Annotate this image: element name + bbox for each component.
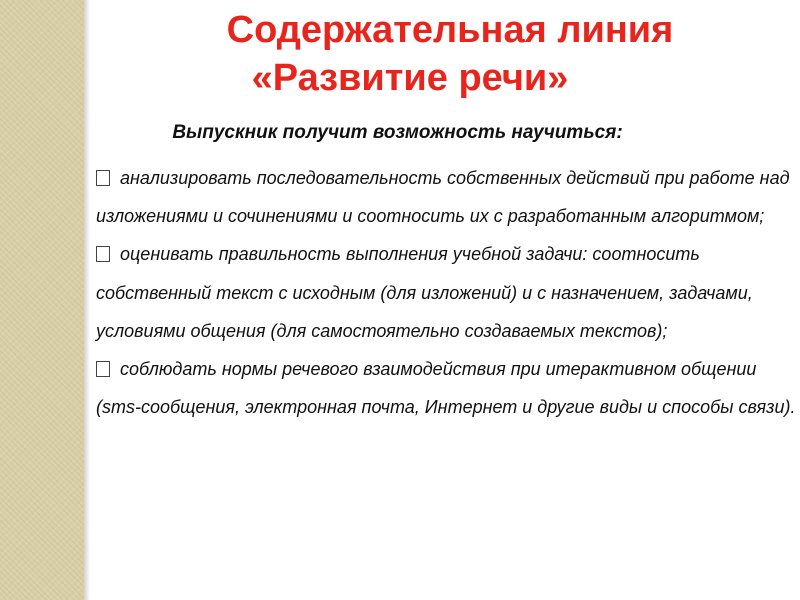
decorative-side-band (0, 0, 84, 600)
list-item (84, 235, 796, 350)
list-item-text: соблюдать нормы речевого взаимодействия при итерактивном общении (sms-сообщения, электронная почта, Интернет и другие виды и способы связи). (96, 359, 796, 418)
slide-subtitle: Выпускник получит возможность научиться: (172, 122, 623, 143)
list-item (84, 159, 796, 235)
bullet-list (84, 159, 796, 426)
list-item-text: анализировать последовательность собственных действий при работе над изложениями и сочинениями и соотносить их с разработанным алгоритмом; (96, 168, 790, 227)
list-item (84, 350, 796, 426)
checkbox-square-icon (96, 170, 110, 186)
checkbox-square-icon (96, 361, 110, 377)
slide-title (100, 6, 800, 102)
title-line-1: Содержательная линия (226, 9, 674, 51)
list-item-text: оценивать правильность выполнения учебной задачи: соотносить собственный текст с исходным (для изложений) и с назначением, задачами, условиями общения (для самостоятельно создаваемых текстов); (96, 244, 753, 341)
title-line-2: «Развитие речи» (251, 57, 569, 99)
checkbox-square-icon (96, 246, 110, 262)
